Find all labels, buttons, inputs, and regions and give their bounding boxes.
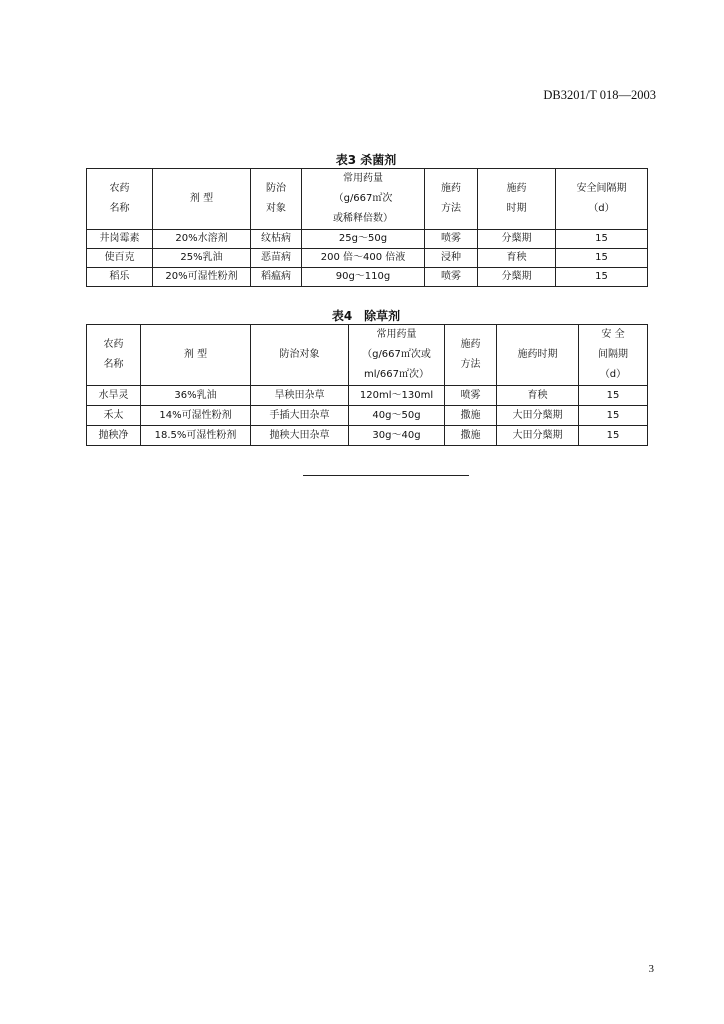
header-formulation: 剂 型 xyxy=(153,169,251,230)
header-method: 施药 方法 xyxy=(445,325,497,386)
cell-safety-interval: 15 xyxy=(579,426,648,446)
header-safety-interval: 安全间隔期 （d） xyxy=(556,169,648,230)
cell-timing: 大田分蘖期 xyxy=(497,406,579,426)
header-formulation: 剂 型 xyxy=(141,325,251,386)
cell-method: 浸种 xyxy=(425,249,478,268)
cell-target: 抛秧大田杂草 xyxy=(251,426,349,446)
cell-dosage: 200 倍～400 倍液 xyxy=(302,249,425,268)
cell-formulation: 25%乳油 xyxy=(153,249,251,268)
end-of-document-rule xyxy=(303,475,469,476)
cell-formulation: 36%乳油 xyxy=(141,386,251,406)
header-pesticide-name: 农药 名称 xyxy=(87,325,141,386)
table-header-row xyxy=(87,169,648,230)
cell-method: 喷雾 xyxy=(425,268,478,287)
cell-safety-interval: 15 xyxy=(556,230,648,249)
cell-formulation: 18.5%可湿性粉剂 xyxy=(141,426,251,446)
document-code: DB3201/T 018—2003 xyxy=(543,88,656,102)
cell-timing: 大田分蘖期 xyxy=(497,426,579,446)
cell-pesticide-name: 水旱灵 xyxy=(87,386,141,406)
cell-timing: 分蘖期 xyxy=(478,230,556,249)
cell-method: 撒施 xyxy=(445,426,497,446)
header-target: 防治 对象 xyxy=(251,169,302,230)
header-timing: 施药时期 xyxy=(497,325,579,386)
cell-formulation: 20%水溶剂 xyxy=(153,230,251,249)
table-row xyxy=(87,268,648,287)
table-row xyxy=(87,249,648,268)
table-row xyxy=(87,230,648,249)
page-number: 3 xyxy=(648,963,654,975)
cell-timing: 育秧 xyxy=(478,249,556,268)
cell-target: 恶苗病 xyxy=(251,249,302,268)
cell-method: 喷雾 xyxy=(445,386,497,406)
cell-dosage: 40g～50g xyxy=(349,406,445,426)
table-3-caption: 表3 杀菌剂 xyxy=(335,153,397,167)
cell-safety-interval: 15 xyxy=(579,406,648,426)
table-4-caption: 表4 除草剂 xyxy=(331,309,401,323)
cell-formulation: 14%可湿性粉剂 xyxy=(141,406,251,426)
cell-timing: 分蘖期 xyxy=(478,268,556,287)
cell-timing: 育秧 xyxy=(497,386,579,406)
cell-dosage: 25g～50g xyxy=(302,230,425,249)
cell-safety-interval: 15 xyxy=(556,249,648,268)
fungicide-table xyxy=(86,168,648,287)
cell-safety-interval: 15 xyxy=(556,268,648,287)
cell-method: 撒施 xyxy=(445,406,497,426)
header-method: 施药 方法 xyxy=(425,169,478,230)
cell-formulation: 20%可湿性粉剂 xyxy=(153,268,251,287)
cell-pesticide-name: 抛秧净 xyxy=(87,426,141,446)
cell-target: 稻瘟病 xyxy=(251,268,302,287)
cell-pesticide-name: 井岗霉素 xyxy=(87,230,153,249)
cell-safety-interval: 15 xyxy=(579,386,648,406)
table-row xyxy=(87,406,648,426)
table-row xyxy=(87,426,648,446)
cell-dosage: 120ml～130ml xyxy=(349,386,445,406)
cell-dosage: 30g～40g xyxy=(349,426,445,446)
cell-pesticide-name: 使百克 xyxy=(87,249,153,268)
header-target: 防治对象 xyxy=(251,325,349,386)
cell-target: 纹枯病 xyxy=(251,230,302,249)
herbicide-table xyxy=(86,324,648,446)
cell-target: 旱秧田杂草 xyxy=(251,386,349,406)
cell-pesticide-name: 禾太 xyxy=(87,406,141,426)
header-pesticide-name: 农药 名称 xyxy=(87,169,153,230)
table-row xyxy=(87,386,648,406)
cell-target: 手插大田杂草 xyxy=(251,406,349,426)
table-header-row xyxy=(87,325,648,386)
cell-method: 喷雾 xyxy=(425,230,478,249)
cell-dosage: 90g～110g xyxy=(302,268,425,287)
header-timing: 施药 时期 xyxy=(478,169,556,230)
header-dosage: 常用药量 （g/667㎡次或 ml/667㎡次） xyxy=(349,325,445,386)
cell-pesticide-name: 稻乐 xyxy=(87,268,153,287)
header-dosage: 常用药量 （g/667㎡次 或稀释倍数） xyxy=(302,169,425,230)
header-safety-interval: 安 全 间隔期 （d） xyxy=(579,325,648,386)
